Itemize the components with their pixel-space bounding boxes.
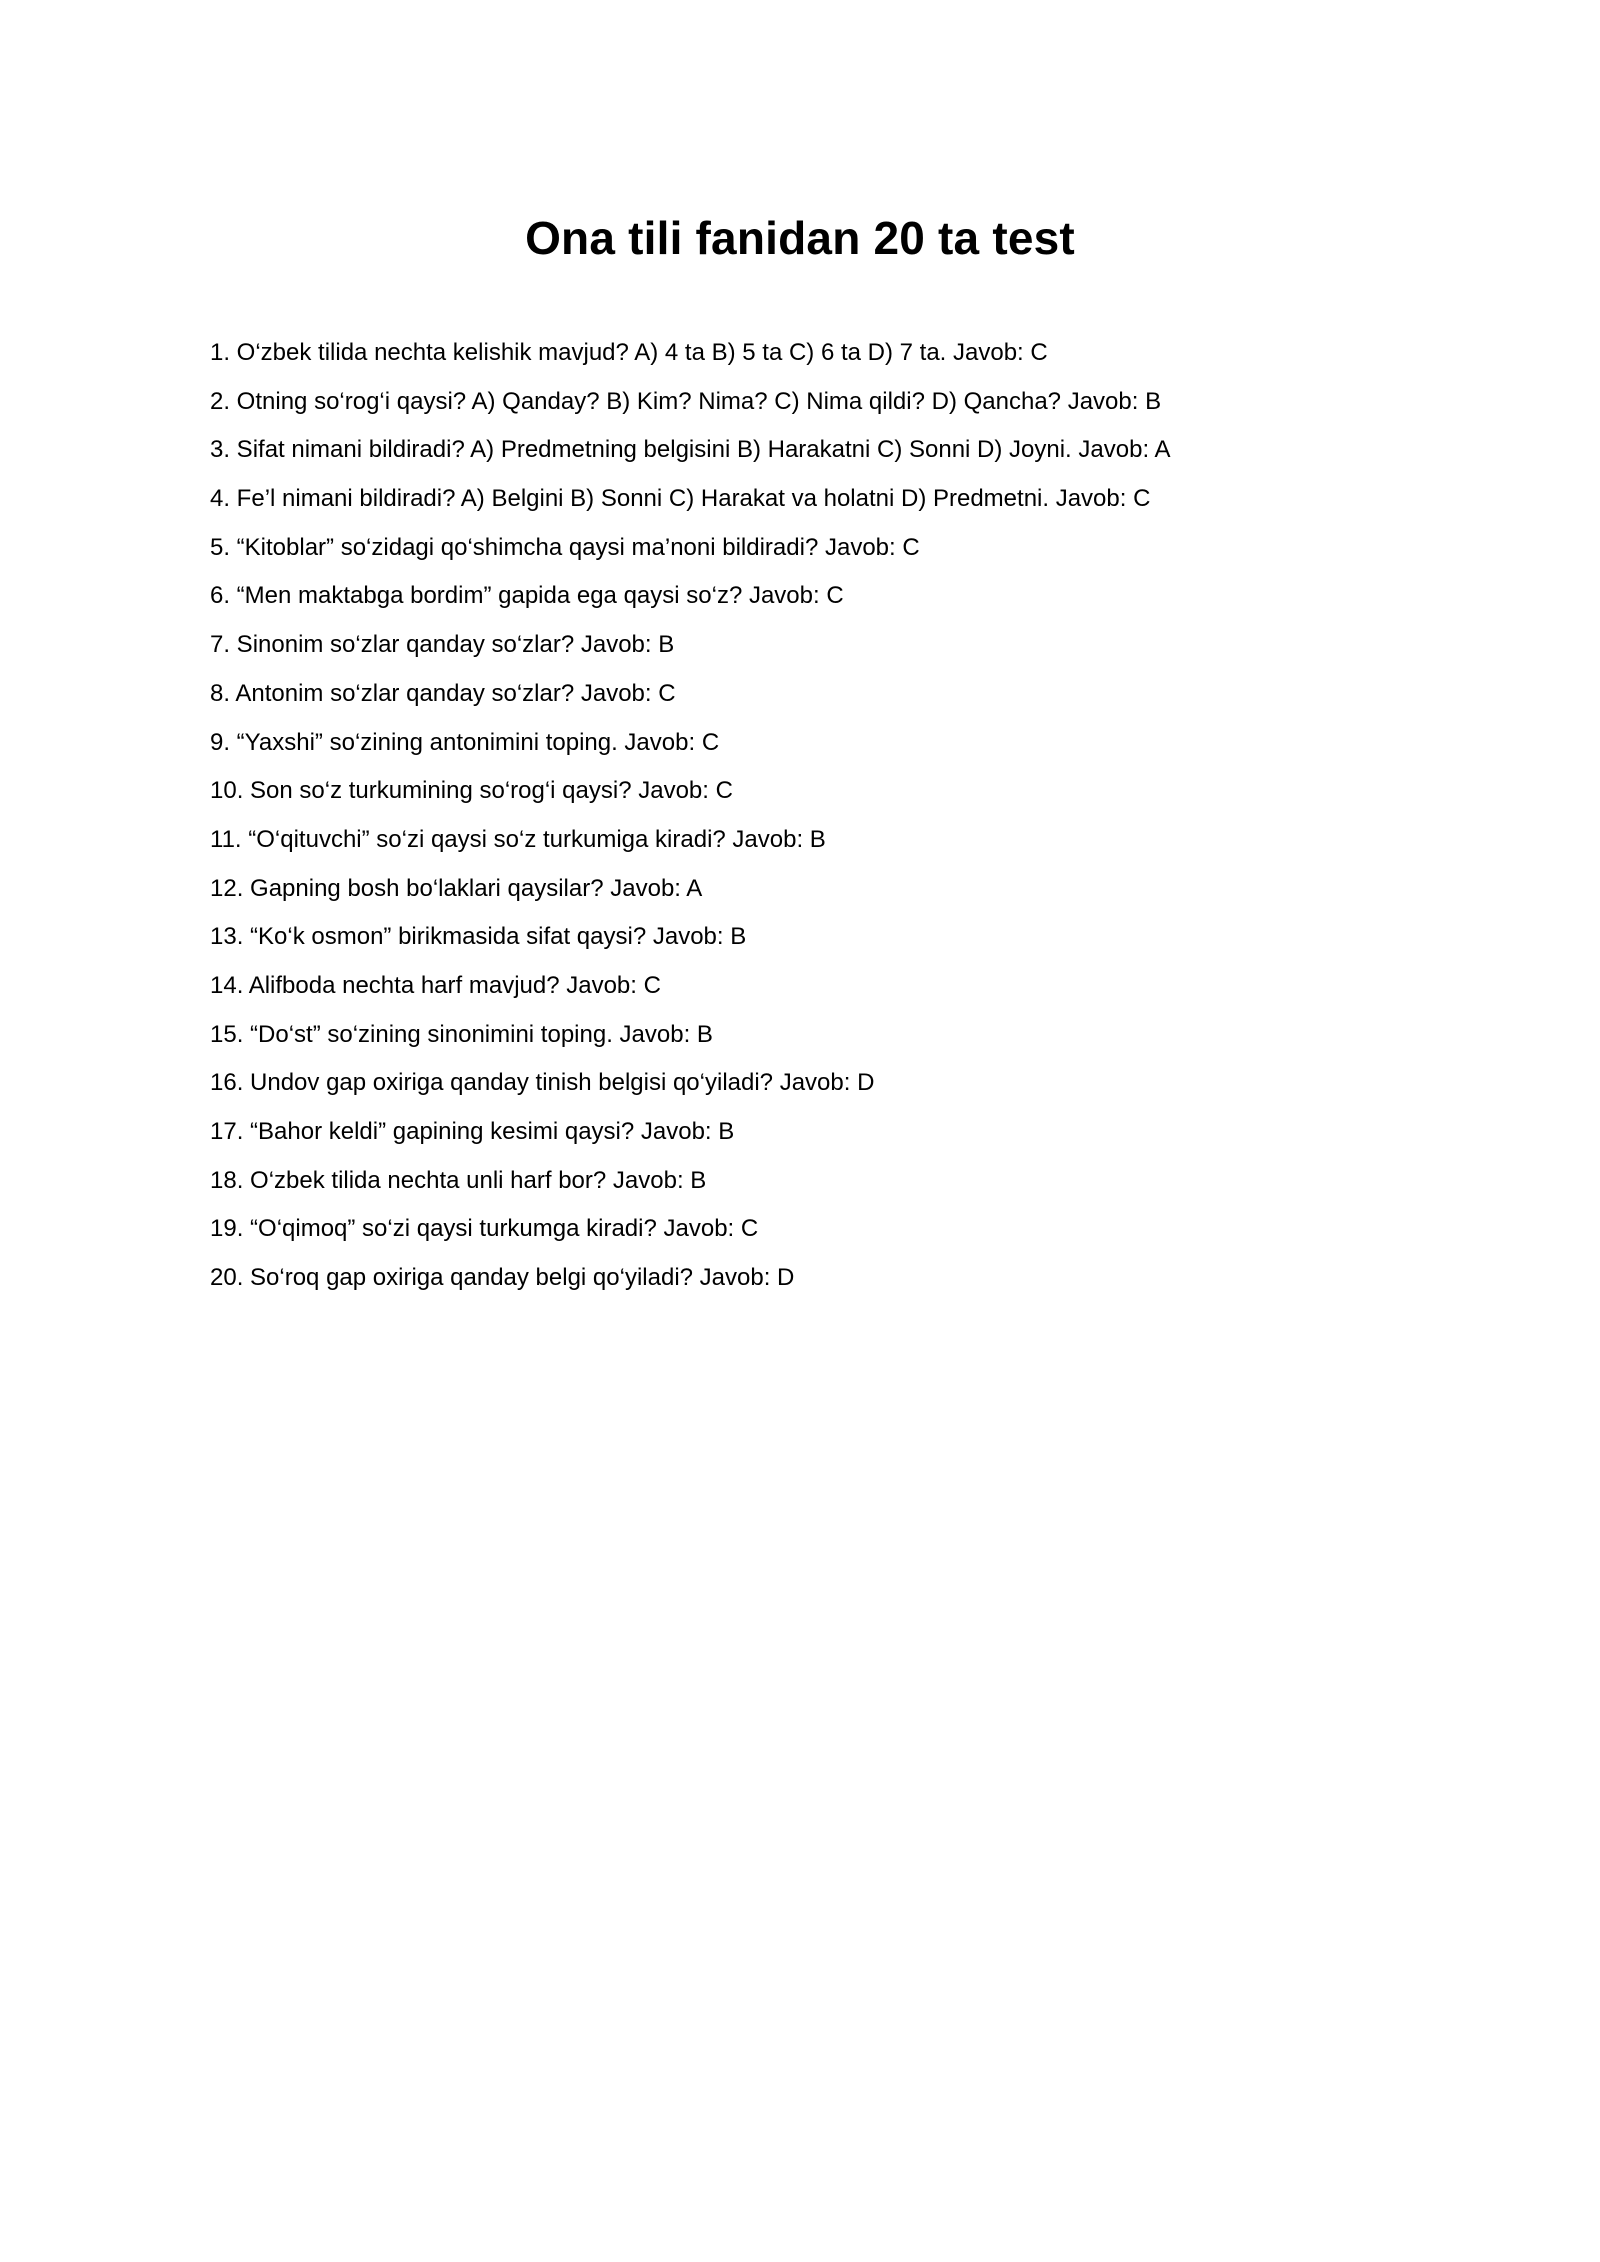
test-question: 6. “Men maktabga bordim” gapida ega qaysi so‘z? Javob: C (210, 582, 844, 610)
test-question: 1. O‘zbek tilida nechta kelishik mavjud? A) 4 ta B) 5 ta C) 6 ta D) 7 ta. Javob: C (210, 339, 1048, 366)
test-question: 9. “Yaxshi” so‘zining antonimini toping. Javob: C (210, 728, 720, 756)
test-question: 14. Alifboda nechta harf mavjud? Javob: C (210, 971, 661, 999)
test-question: 8. Antonim so‘zlar qanday so‘zlar? Javob: C (210, 679, 676, 707)
test-question: 4. Fe’l nimani bildiradi? A) Belgini B) Sonni C) Harakat va holatni D) Predmetni. Javob: C (210, 485, 1151, 513)
test-question: 15. “Do‘st” so‘zining sinonimini toping. Javob: B (210, 1020, 713, 1048)
test-question: 13. “Ko‘k osmon” birikmasida sifat qaysi? Javob: B (210, 923, 747, 951)
test-question-list (210, 329, 1170, 1303)
test-question: 20. So‘roq gap oxiriga qanday belgi qo‘yiladi? Javob: D (210, 1264, 795, 1292)
test-question: 11. “O‘qituvchi” so‘zi qaysi so‘z turkumiga kiradi? Javob: B (210, 825, 826, 853)
test-question: 18. O‘zbek tilida nechta unli harf bor? Javob: B (210, 1166, 707, 1194)
test-question: 2. Otning so‘rog‘i qaysi? A) Qanday? B) Kim? Nima? C) Nima qildi? D) Qancha? Javob: B (210, 387, 1162, 415)
document-title: Ona tili fanidan 20 ta test (525, 212, 1075, 264)
test-question: 17. “Bahor keldi” gapining kesimi qaysi? Javob: B (210, 1118, 735, 1145)
test-question: 7. Sinonim so‘zlar qanday so‘zlar? Javob: B (210, 631, 675, 659)
test-question: 12. Gapning bosh bo‘laklari qaysilar? Javob: A (210, 874, 703, 902)
test-question: 19. “O‘qimoq” so‘zi qaysi turkumga kiradi? Javob: C (210, 1215, 759, 1243)
test-question: 10. Son so‘z turkumining so‘rog‘i qaysi? Javob: C (210, 777, 733, 805)
test-question: 5. “Kitoblar” so‘zidagi qo‘shimcha qaysi ma’noni bildiradi? Javob: C (210, 533, 920, 561)
test-question: 3. Sifat nimani bildiradi? A) Predmetning belgisini B) Harakatni C) Sonni D) Joyni. Javob: A (210, 436, 1171, 464)
test-question: 16. Undov gap oxiriga qanday tinish belgisi qo‘yiladi? Javob: D (210, 1069, 875, 1097)
